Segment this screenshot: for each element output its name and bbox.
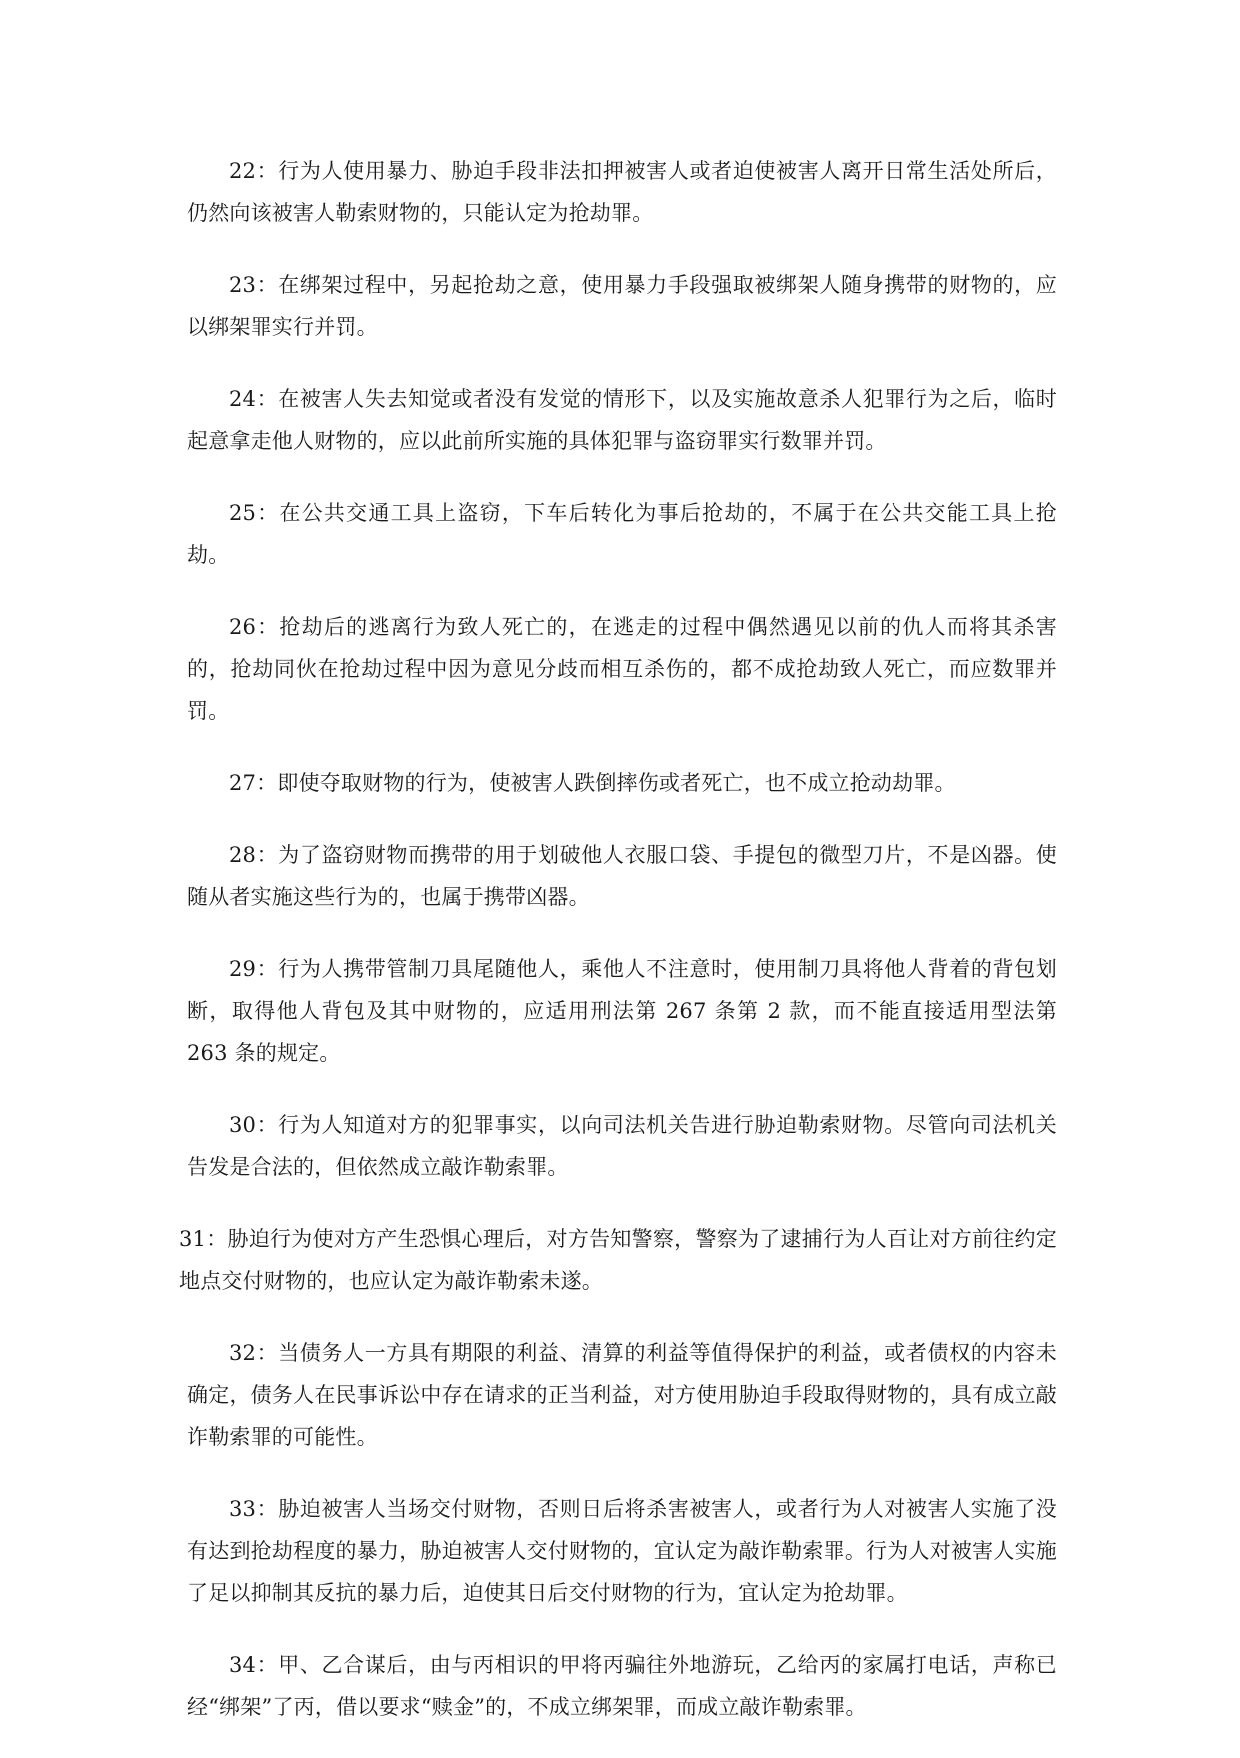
paragraph-31: 31：胁迫行为使对方产生恐惧心理后，对方告知警察，警察为了逮捕行为人百让对方前往约定地点交付财物的，也应认定为敲诈勒索未遂。 bbox=[179, 1227, 1057, 1293]
paragraph-22: 22：行为人使用暴力、胁迫手段非法扣押被害人或者迫使被害人离开日常生活处所后，仍然向该被害人勒索财物的，只能认定为抢劫罪。 bbox=[187, 159, 1057, 225]
paragraph-25: 25：在公共交通工具上盗窃，下车后转化为事后抢劫的，不属于在公共交能工具上抢劫。 bbox=[187, 501, 1057, 567]
paragraph-26: 26：抢劫后的逃离行为致人死亡的，在逃走的过程中偶然遇见以前的仇人而将其杀害的，抢劫同伙在抢劫过程中因为意见分歧而相互杀伤的，都不成抢劫致人死亡，而应数罪并罚。 bbox=[187, 615, 1057, 723]
paragraph-32: 32：当债务人一方具有期限的利益、清算的利益等值得保护的利益，或者债权的内容未确定，债务人在民事诉讼中存在请求的正当利益，对方使用胁迫手段取得财物的，具有成立敲诈勒索罪的可能性。 bbox=[187, 1341, 1057, 1449]
paragraph-24: 24：在被害人失去知觉或者没有发觉的情形下，以及实施故意杀人犯罪行为之后，临时起意拿走他人财物的，应以此前所实施的具体犯罪与盗窃罪实行数罪并罚。 bbox=[187, 387, 1057, 453]
paragraph-28: 28：为了盗窃财物而携带的用于划破他人衣服口袋、手提包的微型刀片，不是凶器。使随从者实施这些行为的，也属于携带凶器。 bbox=[187, 843, 1057, 909]
paragraph-30: 30：行为人知道对方的犯罪事实，以向司法机关告进行胁迫勒索财物。尽管向司法机关告发是合法的，但依然成立敲诈勒索罪。 bbox=[187, 1113, 1057, 1179]
paragraph-27: 27：即使夺取财物的行为，使被害人跌倒摔伤或者死亡，也不成立抢动劫罪。 bbox=[229, 771, 956, 795]
paragraph-23: 23：在绑架过程中，另起抢劫之意，使用暴力手段强取被绑架人随身携带的财物的，应以绑架罪实行并罚。 bbox=[187, 273, 1057, 339]
paragraph-34: 34：甲、乙合谋后，由与丙相识的甲将丙骗往外地游玩，乙给丙的家属打电话，声称已经“绑架”了丙，借以要求“赎金”的，不成立绑架罪，而成立敲诈勒索罪。 bbox=[187, 1653, 1057, 1719]
paragraph-29: 29：行为人携带管制刀具尾随他人，乘他人不注意时，使用制刀具将他人背着的背包划断，取得他人背包及其中财物的，应适用刑法第 267 条第 2 款，而不能直接适用型法第 263 条的规定。 bbox=[187, 957, 1057, 1065]
paragraph-33: 33：胁迫被害人当场交付财物，否则日后将杀害被害人，或者行为人对被害人实施了没有达到抢劫程度的暴力，胁迫被害人交付财物的，宜认定为敲诈勒索罪。行为人对被害人实施了足以抑制其反抗的暴力后，迫使其日后交付财物的行为，宜认定为抢劫罪。 bbox=[187, 1497, 1057, 1605]
document-page bbox=[179, 150, 1057, 1758]
